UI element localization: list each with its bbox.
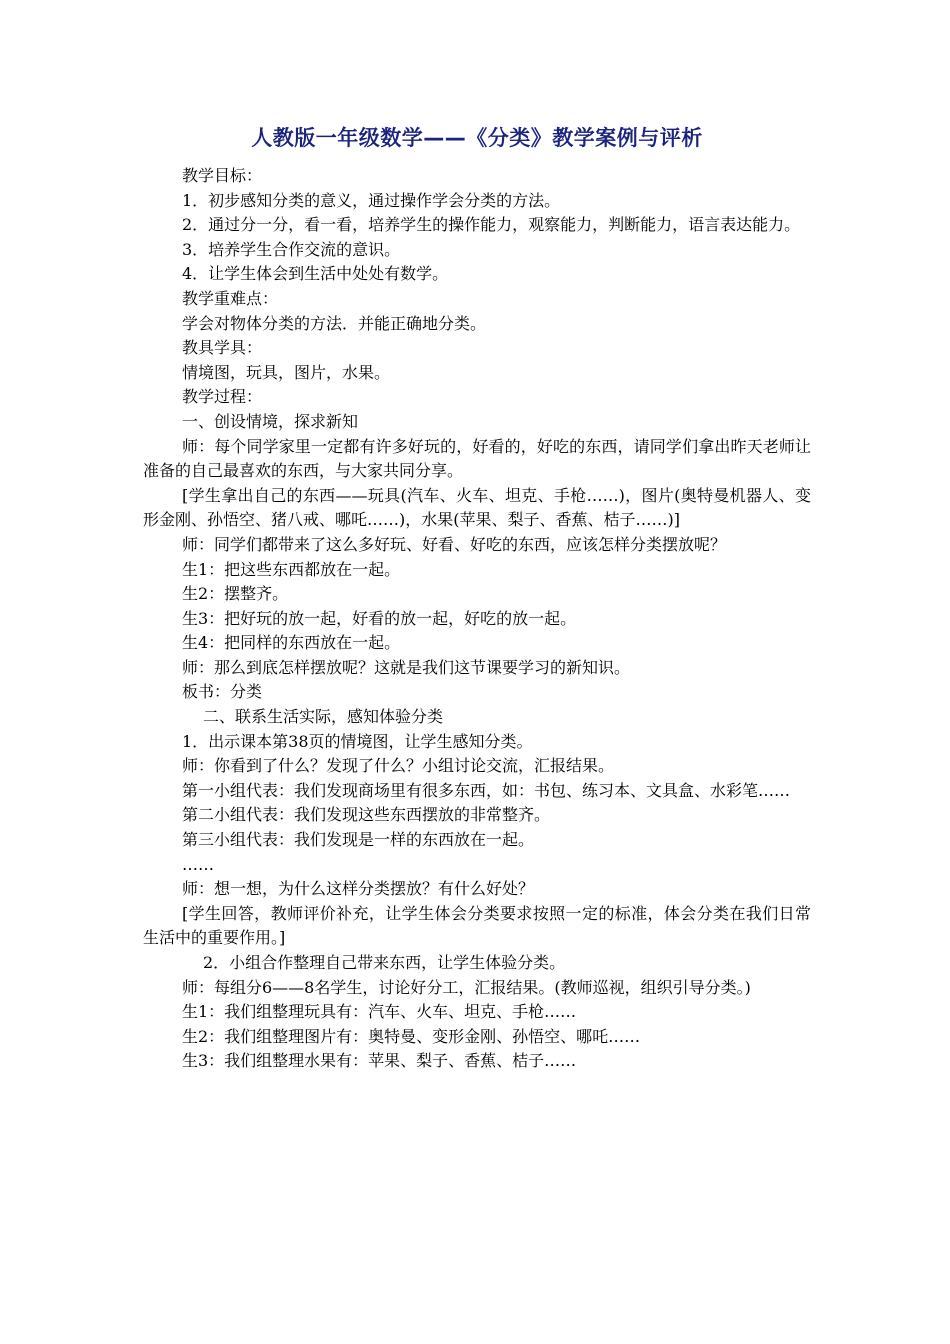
paragraph: 第一小组代表：我们发现商场里有很多东西，如：书包、练习本、文具盒、水彩笔…… xyxy=(182,780,791,800)
paragraph: 生3：我们组整理水果有：苹果、梨子、香蕉、桔子…… xyxy=(182,1051,577,1071)
paragraph: 生2：摆整齐。 xyxy=(182,584,289,604)
paragraph: 生3：把好玩的放一起，好看的放一起，好吃的放一起。 xyxy=(182,608,577,628)
paragraph: 1．出示课本第38页的情境图，让学生感知分类。 xyxy=(182,731,533,751)
paragraph: …… xyxy=(182,854,214,874)
paragraph: 生1：我们组整理玩具有：汽车、火车、坦克、手枪…… xyxy=(182,1002,577,1022)
section-heading-objectives: 教学目标： xyxy=(182,166,263,185)
paragraph: 第二小组代表：我们发现这些东西摆放的非常整齐。 xyxy=(182,805,551,825)
paragraph: [学生回答，教师评价补充，让学生体会分类要求按照一定的标准，体会分类在我们日常生活中的重要作用。] xyxy=(143,903,811,948)
paragraph: 师：每个同学家里一定都有许多好玩的，好看的，好吃的东西，请同学们拿出昨天老师让准备的自己最喜欢的东西，与大家共同分享。 xyxy=(143,436,811,481)
materials-text: 情境图，玩具，图片，水果。 xyxy=(182,362,391,382)
document-page xyxy=(143,118,811,1074)
paragraph: [学生拿出自己的东西——玩具(汽车、火车、坦克、手枪……)，图片(奥特曼机器人、变形金刚、孙悟空、猪八戒、哪吒……)，水果(苹果、梨子、香蕉、桔子……)] xyxy=(143,485,811,530)
objective-3: 3．培养学生合作交流的意识。 xyxy=(182,239,401,259)
paragraph: 板书：分类 xyxy=(182,682,263,702)
paragraph: 师：那么到底怎样摆放呢？这就是我们这节课要学习的新知识。 xyxy=(182,657,631,677)
paragraph: 2．小组合作整理自己带来东西，让学生体验分类。 xyxy=(203,953,566,972)
process-step-2-heading: 二、联系生活实际，感知体验分类 xyxy=(203,707,444,727)
paragraph: 师：你看到了什么？发现了什么？小组讨论交流，汇报结果。 xyxy=(182,756,615,776)
objective-2: 2．通过分一分，看一看，培养学生的操作能力，观察能力，判断能力，语言表达能力。 xyxy=(182,215,801,235)
objective-4: 4．让学生体会到生活中处处有数学。 xyxy=(182,264,449,284)
paragraph: 生2：我们组整理图片有：奥特曼、变形金刚、孙悟空、哪吒…… xyxy=(182,1026,641,1046)
paragraph: 第三小组代表：我们发现是一样的东西放在一起。 xyxy=(182,830,535,850)
section-heading-process: 教学过程： xyxy=(182,387,263,407)
document-title: 人教版一年级数学——《分类》教学案例与评析 xyxy=(251,126,703,150)
key-points-text: 学会对物体分类的方法．并能正确地分类。 xyxy=(182,313,487,333)
objective-1: 1．初步感知分类的意义，通过操作学会分类的方法。 xyxy=(182,190,561,210)
paragraph: 师：每组分6——8名学生，讨论好分工，汇报结果。(教师巡视，组织引导分类。) xyxy=(182,977,751,997)
section-heading-materials: 教具学具： xyxy=(182,338,263,358)
process-step-1-heading: 一、创设情境，探求新知 xyxy=(182,411,359,431)
paragraph: 生1：把这些东西都放在一起。 xyxy=(182,559,401,579)
paragraph: 师：想一想，为什么这样分类摆放？有什么好处？ xyxy=(182,879,535,899)
section-heading-key-points: 教学重难点： xyxy=(182,288,279,308)
paragraph: 师：同学们都带来了这么多好玩、好看、好吃的东西，应该怎样分类摆放呢？ xyxy=(182,534,727,554)
paragraph: 生4：把同样的东西放在一起。 xyxy=(182,633,401,653)
